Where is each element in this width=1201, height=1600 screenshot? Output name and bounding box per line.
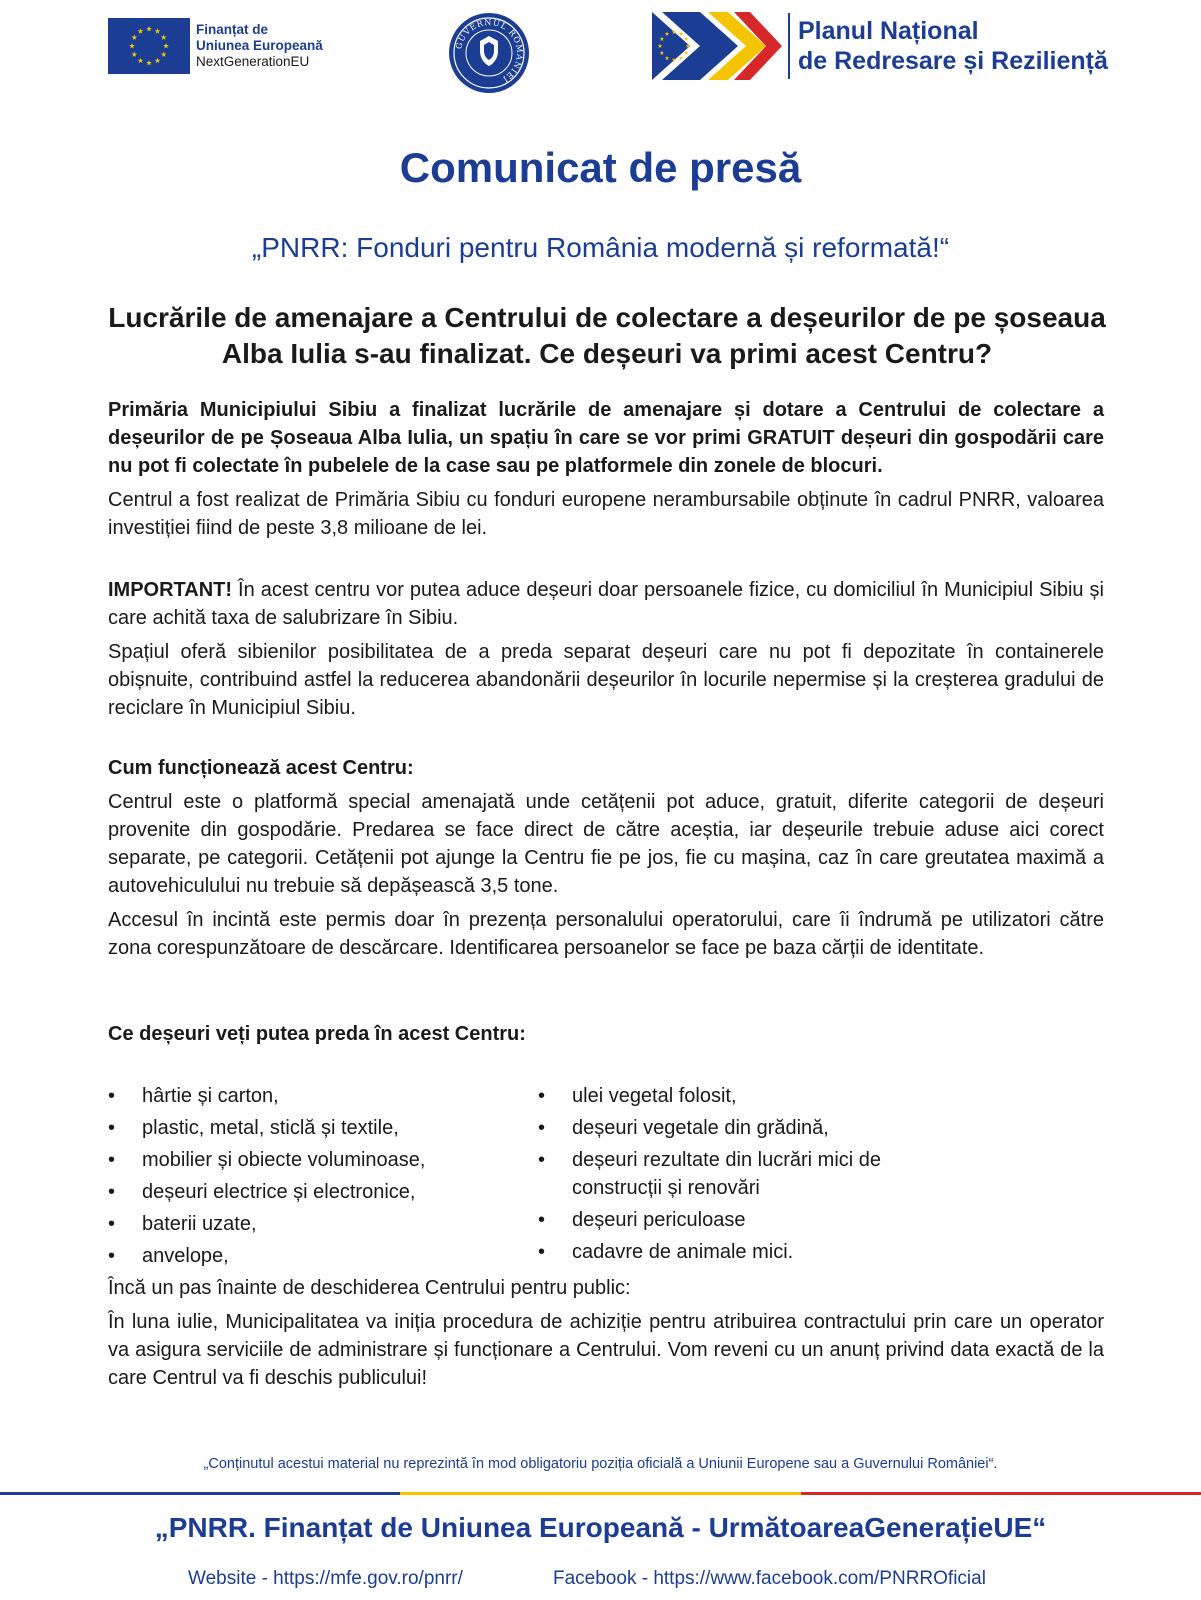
waste-heading-section — [108, 1020, 1104, 1054]
how-paragraph-1: Centrul este o platformă special amenajată unde cetățenii pot aduce, gratuit, diferite categorii de deșeuri provenite din gospodărie. Predarea se face direct de către aceștia, iar deșeurile trebuie aduse aici corect separate, pe categorii. Cetățenii pot ajunge la Centru fie pe jos, fie cu mașina, caz în care greutatea maximă a autovehiculului nu trebuie să depășească 3,5 tone. — [108, 791, 1104, 897]
star-icon — [679, 31, 684, 35]
list-item: • baterii uzate, — [108, 1210, 538, 1238]
list-item: • deșeuri periculoase — [538, 1206, 978, 1234]
important-label: IMPORTANT! — [108, 579, 233, 601]
waste-lists — [108, 1082, 1104, 1274]
pnrr-logo-line2: de Redresare și Reziliență — [798, 47, 1108, 75]
how-heading: Cum funcționează acest Centru: — [108, 757, 414, 779]
important-paragraph-1 — [108, 576, 1104, 632]
tricolor-divider — [0, 1492, 1201, 1495]
next-paragraph-1: Încă un pas înainte de deschiderea Centrului pentru public: — [108, 1277, 631, 1299]
seal-text: GUVERNUL ROMÂNIEI — [454, 17, 525, 85]
list-item: • cadavre de animale mici. — [538, 1238, 978, 1266]
how-it-works-section — [108, 754, 1104, 968]
eu-logo-line2: Uniunea Europeană — [196, 38, 323, 53]
pnrr-logo-text — [798, 16, 1108, 76]
eu-flag-icon — [108, 18, 190, 74]
waste-heading: Ce deșeuri veți putea preda în acest Centru: — [108, 1023, 526, 1045]
intro-paragraph-2: Centrul a fost realizat de Primăria Sibiu cu fonduri europene nerambursabile obținute în cadrul PNRR, valoarea investiției fiind de peste 3,8 milioane de lei. — [108, 489, 1104, 539]
list-item: • ulei vegetal folosit, — [538, 1082, 978, 1110]
headline: Lucrările de amenajare a Centrului de colectare a deșeurilor de pe șoseaua Alba Iulia s-au finalizat. Ce deșeuri va primi acest Centru? — [108, 302, 1106, 369]
list-item: • anvelope, — [108, 1242, 538, 1270]
pnrr-chevrons-icon — [652, 10, 782, 82]
star-icon — [679, 56, 684, 60]
next-paragraph-2: În luna iulie, Municipalitatea va iniția procedura de achiziție pentru atribuirea contractului prin care un operator va asigura serviciile de administrare și funcționare a Centrului. Vom reveni cu un anunț privind data exactă de la care Centrul va fi deschis publicului! — [108, 1311, 1104, 1389]
eu-logo-line3: NextGenerationEU — [196, 54, 310, 69]
list-item: • deșeuri rezultate din lucrări mici de construcții și renovări — [538, 1146, 902, 1202]
important-text: În acest centru vor putea aduce deșeuri doar persoanele fizice, cu domiciliul în Municipiul Sibiu și care achită taxa de salubrizare în Sibiu. — [108, 579, 1104, 629]
next-steps-section — [108, 1274, 1104, 1398]
list-item: • deșeuri vegetale din grădină, — [538, 1114, 978, 1142]
intro-paragraph-1: Primăria Municipiului Sibiu a finalizat lucrările de amenajare și dotare a Centrului de colectare a deșeurilor de pe Șoseaua Alba Iulia, un spațiu în care se vor primi GRATUIT deșeuri din gospodării care nu pot fi colectate în pubelele de la case sau pe platformele din zonele de blocuri. — [108, 399, 1104, 477]
star-icon — [684, 51, 689, 55]
star-icon — [684, 37, 689, 41]
pnrr-logo-line1: Planul Național — [798, 17, 979, 45]
list-item: • hârtie și carton, — [108, 1082, 538, 1110]
how-paragraph-2: Accesul în incintă este permis doar în prezența personalului operatorului, care îi îndrumă pe utilizatori către zona corespunzătoare de descărcare. Identificarea persoanelor se face pe baza cărții de identitate. — [108, 909, 1104, 959]
list-item: • plastic, metal, sticlă și textile, — [108, 1114, 538, 1142]
important-paragraph-2: Spațiul oferă sibienilor posibilitatea de a preda separat deșeuri care nu pot fi depozitate în containerele obișnuite, contribuind astfel la reducerea abandonării deșeurilor în locurile nepermise și la creșterea gradului de reciclare în Municipiul Sibiu. — [108, 641, 1104, 719]
waste-list-right — [538, 1082, 978, 1274]
eu-logo-line1: Finanțat de — [196, 22, 269, 37]
list-item: • deșeuri electrice și electronice, — [108, 1178, 538, 1206]
intro-section — [108, 396, 1104, 548]
page-subtitle: „PNRR: Fonduri pentru România modernă și reformată!“ — [251, 232, 950, 263]
facebook-link[interactable]: Facebook - https://www.facebook.com/PNRROficial — [553, 1568, 986, 1589]
eu-logo-text — [196, 22, 323, 70]
footer-title: „PNRR. Finanțat de Uniunea Europeană - UrmătoareaGenerațieUE“ — [154, 1512, 1047, 1543]
pnrr-divider — [788, 13, 790, 79]
list-item: • mobilier și obiecte voluminoase, — [108, 1146, 538, 1174]
page-title: Comunicat de presă — [399, 144, 802, 191]
eu-funding-logo — [108, 18, 323, 74]
pnrr-logo — [652, 10, 1108, 82]
important-section — [108, 576, 1104, 728]
eu-disclaimer: „Conținutul acestui material nu reprezintă în mod obligatoriu poziția oficială a Uniunii Europene sau a Guvernului României“. — [203, 1456, 998, 1472]
government-seal-icon — [448, 12, 530, 94]
waste-list-left — [108, 1082, 538, 1274]
website-link[interactable]: Website - https://mfe.gov.ro/pnrr/ — [188, 1568, 463, 1589]
